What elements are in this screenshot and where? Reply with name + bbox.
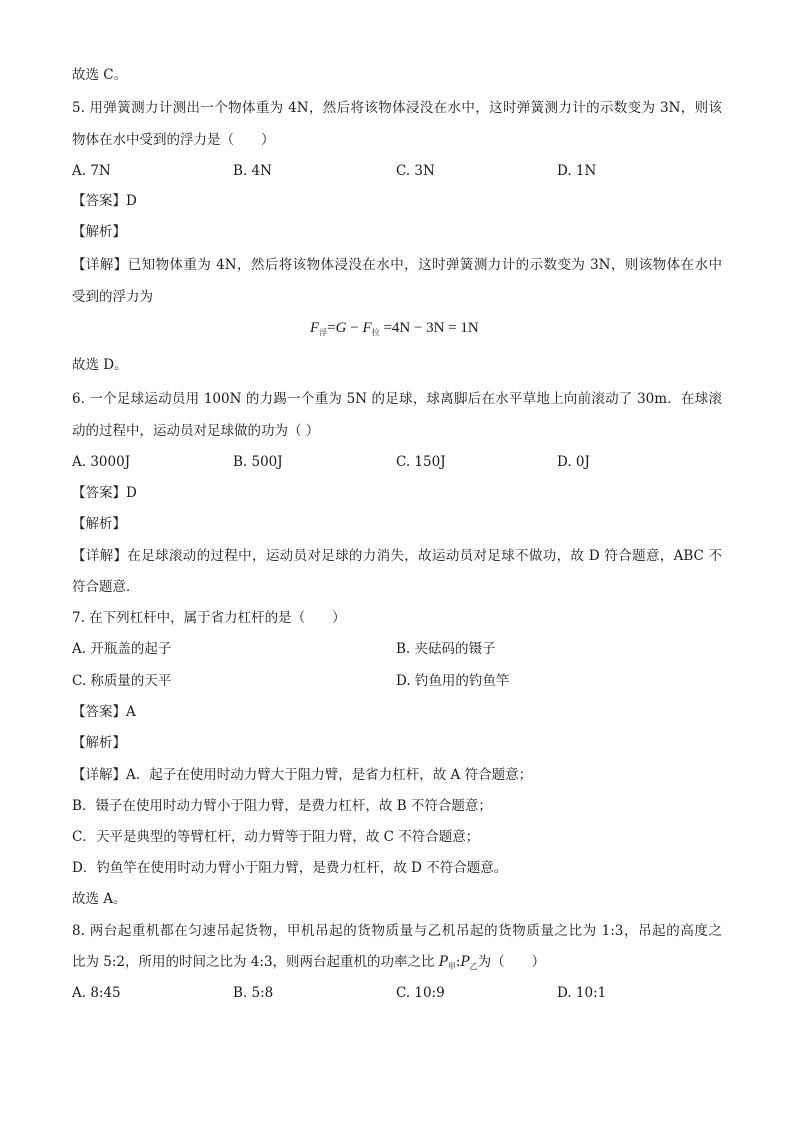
q8-stem-line-2	[72, 953, 545, 976]
q5-option-b: B. 4N	[233, 163, 272, 179]
q5-analysis-label: 【解析】	[72, 224, 126, 240]
q5-option-d: D. 1N	[557, 163, 597, 179]
q6-detail-line-1: 【详解】在足球滚动的过程中，运动员对足球的力消失，故运动员对足球不做功，故 D 符合题意，ABC 不	[72, 548, 722, 564]
q5-option-c: C. 3N	[396, 163, 435, 179]
q8-option-d: D. 10:1	[557, 985, 607, 1001]
q8-stem-text-b: 为（ ）	[477, 954, 546, 970]
q8-power-p2: P	[460, 954, 470, 970]
q7-option-c: C. 称质量的天平	[72, 673, 172, 689]
q7-conclusion: 故选 A。	[72, 891, 127, 907]
q5-conclusion: 故选 D。	[72, 357, 128, 373]
q8-power-p1: P	[438, 954, 448, 970]
q7-analysis-label: 【解析】	[72, 735, 126, 751]
q5-option-a: A. 7N	[72, 163, 111, 179]
q7-option-d: D. 钓鱼用的钓鱼竿	[396, 673, 510, 689]
q7-detail-line-4: D．钓鱼竿在使用时动力臂小于阻力臂，是费力杠杆，故 D 不符合题意。	[72, 860, 508, 876]
formula-f2-sub: 拉	[371, 328, 380, 337]
q5-stem-line-1: 5. 用弹簧测力计测出一个物体重为 4N，然后将该物体浸没在水中，这时弹簧测力计的示数变为 3N，则该	[72, 100, 722, 116]
q8-power-sub2: 乙	[469, 962, 478, 971]
q6-option-a: A. 3000J	[72, 454, 131, 470]
q8-power-sub1: 甲	[447, 962, 456, 971]
q5-detail-line-1: 【详解】已知物体重为 4N，然后将该物体浸没在水中，这时弹簧测力计的示数变为 3N，则该物体在水中	[72, 257, 722, 273]
q8-option-c: C. 10:9	[396, 985, 445, 1001]
q6-option-d: D. 0J	[557, 454, 590, 470]
q6-answer: 【答案】D	[72, 485, 137, 501]
q5-answer: 【答案】D	[72, 193, 137, 209]
q8-power-colon: :	[455, 954, 461, 970]
q7-answer: 【答案】A	[72, 704, 136, 720]
q7-detail-line-3: C．天平是典型的等臂杠杆，动力臂等于阻力臂，故 C 不符合题意；	[72, 829, 480, 845]
q6-stem-line-1: 6. 一个足球运动员用 100N 的力踢一个重为 5N 的足球，球离脚后在水平草地上向前滚动了 30m．在球滚	[72, 391, 722, 407]
buoyancy-formula	[310, 319, 479, 342]
q7-detail-line-1: 【详解】A．起子在使用时动力臂大于阻力臂，是省力杠杆，故 A 符合题意；	[72, 767, 533, 783]
q7-option-b: B. 夹砝码的镊子	[396, 641, 496, 657]
formula-minus: −	[346, 320, 363, 336]
q5-stem-line-2: 物体在水中受到的浮力是（ ）	[72, 132, 275, 148]
q6-stem-line-2: 动的过程中，运动员对足球做的功为（ ）	[72, 423, 320, 439]
q7-stem: 7. 在下列杠杆中，属于省力杠杆的是（ ）	[72, 610, 346, 626]
q8-stem-text-a: 比为 5:2，所用的时间之比为 4:3，则两台起重机的功率之比	[72, 954, 439, 970]
q7-option-a: A. 开瓶盖的起子	[72, 641, 172, 657]
formula-f1: F	[310, 320, 320, 336]
formula-rest: =4N − 3N = 1N	[379, 320, 479, 336]
formula-eq: =	[327, 320, 336, 336]
q7-detail-line-2: B．镊子在使用时动力臂小于阻力臂，是费力杠杆，故 B 不符合题意；	[72, 798, 492, 814]
q8-stem-line-1: 8. 两台起重机都在匀速吊起货物，甲机吊起的货物质量与乙机吊起的货物质量之比为 1:3，吊起的高度之	[72, 923, 722, 939]
formula-f2: F	[362, 320, 372, 336]
q6-analysis-label: 【解析】	[72, 516, 126, 532]
previous-conclusion: 故选 C。	[72, 67, 128, 83]
q6-option-b: B. 500J	[233, 454, 283, 470]
q5-detail-line-2: 受到的浮力为	[72, 289, 153, 305]
q6-option-c: C. 150J	[396, 454, 446, 470]
q8-option-b: B. 5:8	[233, 985, 274, 1001]
formula-g: G	[335, 320, 347, 336]
q8-option-a: A. 8:45	[72, 985, 121, 1001]
formula-f1-sub: 浮	[319, 328, 328, 337]
q6-detail-line-2: 符合题意．	[72, 579, 140, 595]
